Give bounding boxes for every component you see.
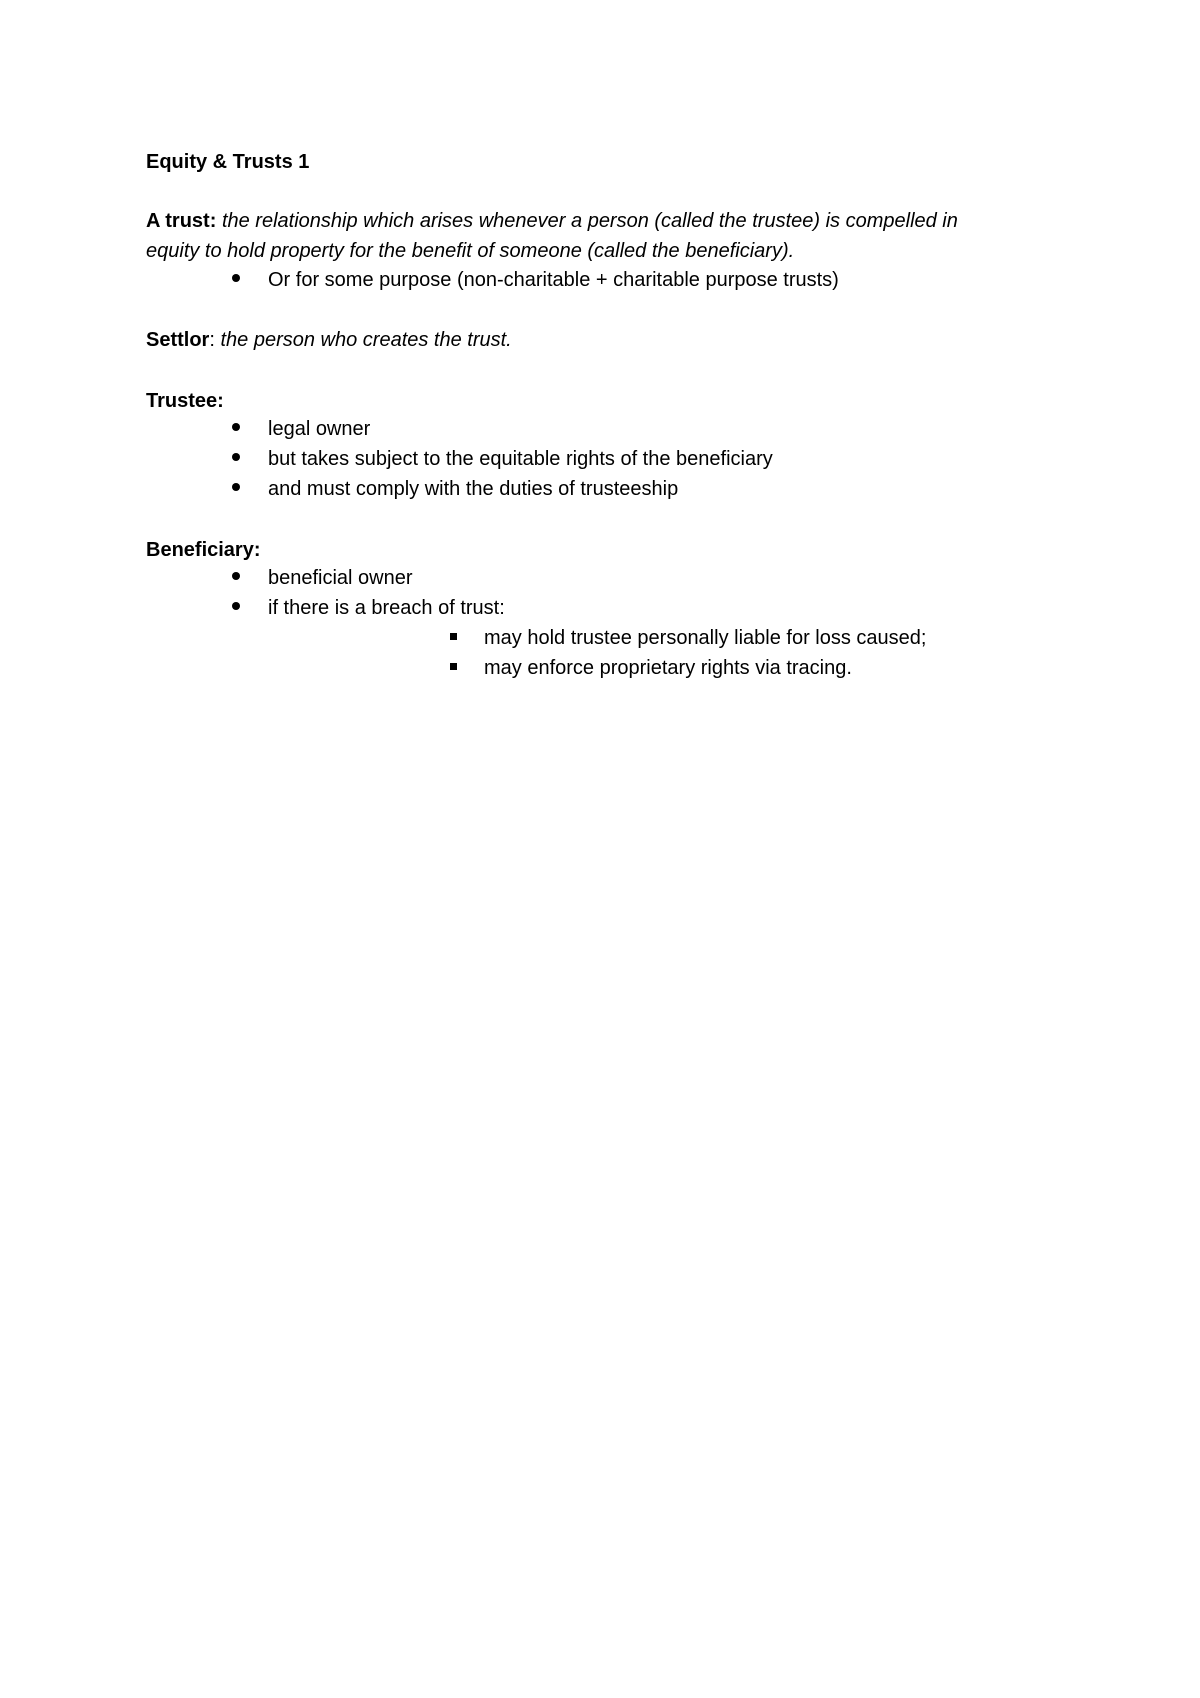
beneficiary-bullet-2: if there is a breach of trust: — [268, 597, 505, 619]
bullet-dot-icon — [232, 572, 240, 580]
bullet-dot-icon — [232, 602, 240, 610]
document-title: Equity & Trusts 1 — [146, 151, 310, 173]
trustee-bullet-1: legal owner — [268, 418, 371, 440]
bullet-square-icon — [450, 633, 457, 640]
beneficiary-sub-bullet-2: may enforce proprietary rights via tracing. — [484, 657, 852, 679]
settlor-term: Settlor — [146, 329, 210, 351]
settlor-definition — [146, 327, 512, 353]
trust-term: A trust: — [146, 210, 217, 232]
bullet-dot-icon — [232, 453, 240, 461]
trust-definition-line1 — [146, 208, 958, 234]
settlor-colon: : — [209, 329, 215, 351]
trustee-bullet-3: and must comply with the duties of trusteeship — [268, 478, 679, 500]
beneficiary-bullet-1: beneficial owner — [268, 567, 413, 589]
trust-definition-line2: equity to hold property for the benefit of someone (called the beneficiary). — [146, 240, 795, 262]
bullet-square-icon — [450, 663, 457, 670]
trustee-heading: Trustee: — [146, 390, 224, 412]
beneficiary-sub-bullet-1: may hold trustee personally liable for loss caused; — [484, 627, 927, 649]
trust-bullet: Or for some purpose (non-charitable + charitable purpose trusts) — [268, 269, 839, 291]
beneficiary-heading: Beneficiary: — [146, 539, 261, 561]
bullet-dot-icon — [232, 483, 240, 491]
trust-definition-text: the relationship which arises whenever a person (called the trustee) is compelled in — [221, 210, 958, 232]
trustee-bullet-2: but takes subject to the equitable rights of the beneficiary — [268, 448, 773, 470]
settlor-definition-text: the person who creates the trust. — [220, 329, 512, 351]
bullet-dot-icon — [232, 274, 240, 282]
bullet-dot-icon — [232, 423, 240, 431]
